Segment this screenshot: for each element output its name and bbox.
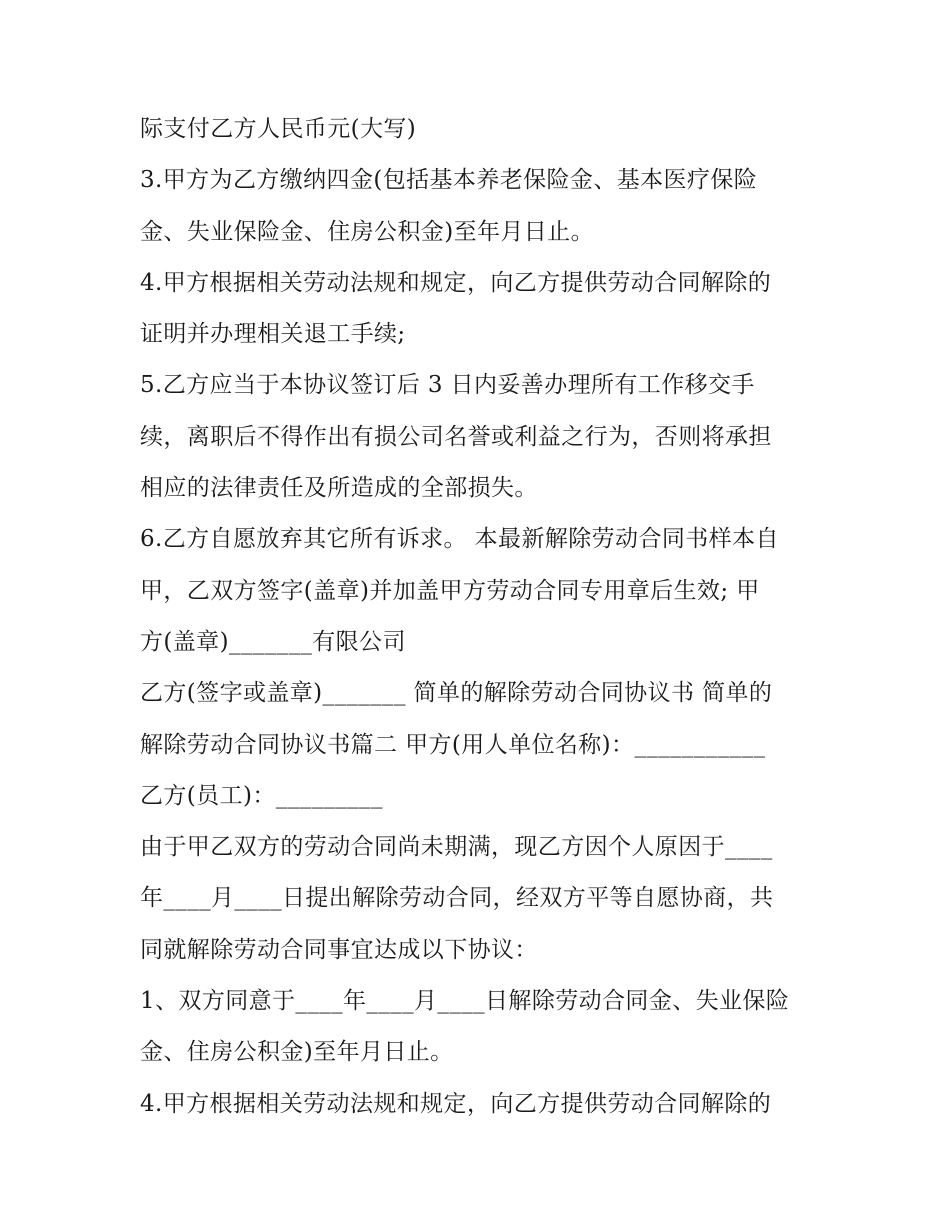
text-line: 乙方(签字或盖章)_______ 简单的解除劳动合同协议书 简单的 — [140, 680, 773, 707]
text-line: 4.甲方根据相关劳动法规和规定，向乙方提供劳动合同解除的 — [140, 1090, 772, 1117]
text-line: 证明并办理相关退工手续; — [140, 321, 406, 348]
text-line: 甲，乙双方签字(盖章)并加盖甲方劳动合同专用章后生效; 甲 — [140, 577, 760, 604]
text-line: 解除劳动合同协议书篇二 甲方(用人单位名称)：___________ — [140, 731, 766, 758]
text-line: 1、双方同意于____年____月____日解除劳动合同金、失业保险 — [140, 988, 790, 1015]
text-line: 3.甲方为乙方缴纳四金(包括基本养老保险金、基本医疗保险 — [140, 167, 758, 194]
text-line: 6.乙方自愿放弃其它所有诉求。 本最新解除劳动合同书样本自 — [140, 526, 779, 553]
text-line: 由于甲乙双方的劳动合同尚未期满，现乙方因个人原因于____ — [140, 834, 773, 861]
contract-text-body — [140, 104, 830, 1130]
text-line: 金、住房公积金)至年月日止。 — [140, 1039, 454, 1066]
text-line: 乙方(员工)：_________ — [140, 782, 383, 809]
text-line: 相应的法律责任及所造成的全部损失。 — [140, 475, 538, 502]
text-line: 金、失业保险金、住房公积金)至年月日止。 — [140, 218, 594, 245]
text-line: 际支付乙方人民币元(大写) — [140, 116, 417, 142]
text-line: 续，离职后不得作出有损公司名誉或利益之行为，否则将承担 — [140, 423, 772, 450]
text-line: 4.甲方根据相关劳动法规和规定，向乙方提供劳动合同解除的 — [140, 269, 772, 296]
text-line: 方(盖章)_______有限公司 — [140, 628, 406, 655]
text-line: 同就解除劳动合同事宜达成以下协议： — [140, 936, 538, 963]
text-line: 5.乙方应当于本协议签订后 3 日内妥善办理所有工作移交手 — [140, 372, 755, 399]
text-line: 年____月____日提出解除劳动合同，经双方平等自愿协商，共 — [140, 885, 774, 912]
